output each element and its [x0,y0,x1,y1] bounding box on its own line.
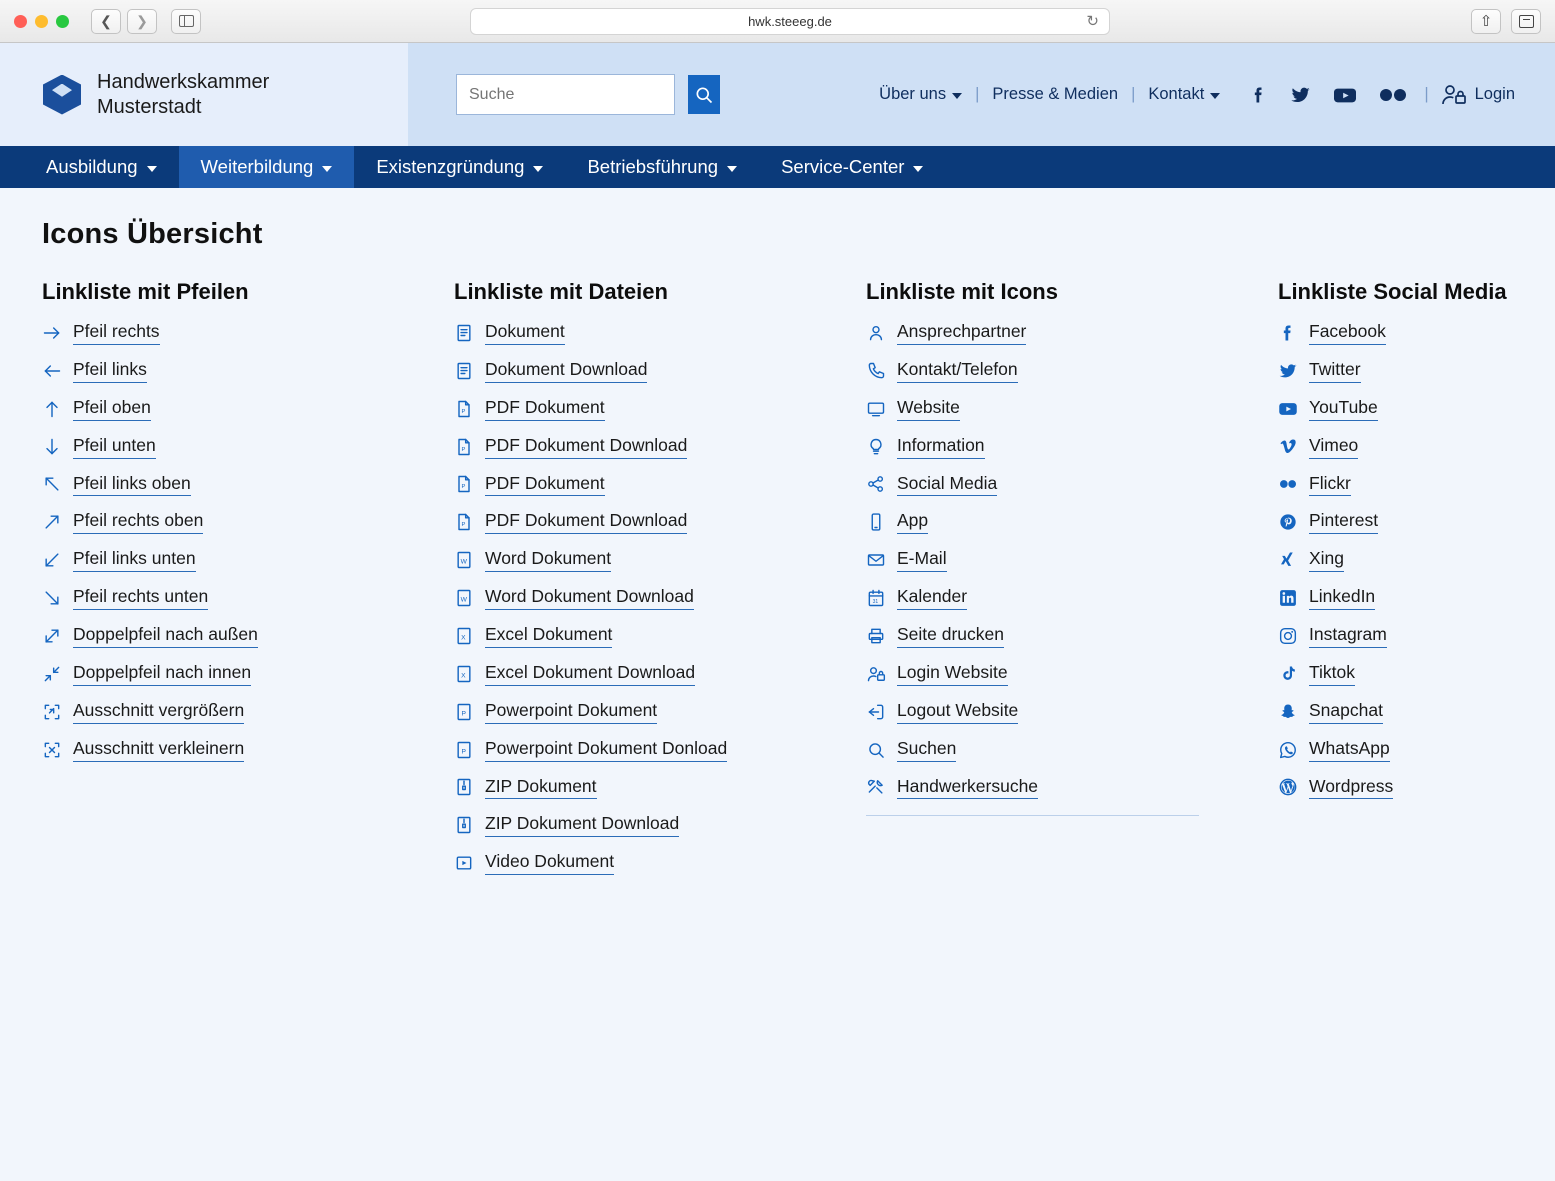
svg-text:W: W [460,596,467,604]
list-item-label[interactable]: ZIP Dokument Download [485,813,679,837]
list-item[interactable] [1278,700,1507,724]
list-item[interactable] [454,397,866,421]
list-item[interactable] [454,776,866,800]
pdf-download-icon [454,512,474,532]
list-item-label[interactable]: Pfeil links [73,359,147,383]
list-item[interactable] [866,738,1278,762]
list-item-label[interactable]: Website [897,397,960,421]
wordpress-icon [1278,777,1298,797]
main-nav [0,146,1555,188]
list-item-label[interactable]: Snapchat [1309,700,1383,724]
column-title: Linkliste mit Dateien [454,279,668,304]
browser-chrome [0,0,1555,43]
list-item-label[interactable]: Information [897,435,985,459]
excel-icon [454,626,474,646]
link-list [42,321,454,762]
window-controls[interactable] [14,15,69,28]
logo-text [97,70,269,119]
list-item-label[interactable]: Pfeil rechts [73,321,160,345]
list-item-label[interactable]: Powerpoint Dokument [485,700,657,724]
address-bar[interactable] [470,8,1110,35]
list-item-label[interactable]: Excel Dokument [485,624,612,648]
list-item-label[interactable]: Powerpoint Dokument Donload [485,738,727,762]
xing-icon [1278,550,1298,570]
list-item-label[interactable]: Ausschnitt vergrößern [73,700,244,724]
user-lock-icon [1441,83,1467,107]
list-item[interactable] [454,624,866,648]
list-item-label[interactable]: PDF Dokument Download [485,435,687,459]
search-input[interactable] [457,75,688,114]
pdf-download-icon [454,437,474,457]
list-item[interactable] [1278,776,1507,800]
arrow-down-icon [42,437,62,457]
page-content [0,188,1555,1181]
login-label: Login [1474,85,1515,103]
sidebar-toggle-button[interactable] [171,9,201,34]
list-item[interactable] [1278,586,1507,610]
zip-icon [454,777,474,797]
svg-text:P: P [461,446,466,453]
youtube-icon [1278,399,1298,419]
logout-icon [866,702,886,722]
list-item[interactable] [454,510,866,534]
main-nav-item-existenzgruendung[interactable] [354,146,565,188]
site-header [0,43,1555,146]
youtube-icon [1332,84,1358,106]
list-item-label[interactable]: App [897,510,928,534]
share-nodes-icon [866,474,886,494]
facebook-icon [1249,84,1269,106]
printer-icon [866,626,886,646]
list-item[interactable] [42,548,454,572]
arrow-down-left-icon [42,550,62,570]
chevron-down-icon [147,166,157,172]
list-item-label[interactable]: Pfeil oben [73,397,151,421]
envelope-icon [866,550,886,570]
svg-text:31: 31 [872,599,879,606]
list-item[interactable] [1278,397,1507,421]
list-item[interactable] [42,359,454,383]
list-item[interactable] [42,473,454,497]
list-item[interactable] [42,586,454,610]
link-list [866,321,1278,799]
list-item[interactable] [42,321,454,345]
main-nav-label: Service-Center [781,156,905,177]
linkedin-icon [1278,588,1298,608]
list-item[interactable] [454,435,866,459]
list-item-label[interactable]: ZIP Dokument [485,776,597,800]
list-item-label[interactable]: Handwerkersuche [897,776,1038,800]
list-item-label[interactable]: Seite drucken [897,624,1004,648]
list-item-label[interactable]: LinkedIn [1309,586,1375,610]
list-item[interactable] [454,321,866,345]
share-icon: ⇧ [1479,13,1493,30]
column-divider [866,815,1199,816]
list-item-label[interactable]: Video Dokument [485,851,614,875]
facebook-link[interactable] [1249,84,1269,106]
chevron-down-icon [322,166,332,172]
tools-icon [866,777,886,797]
list-item[interactable] [866,359,1278,383]
nav-separator: | [975,85,980,103]
list-item[interactable] [1278,473,1507,497]
list-item[interactable] [454,359,866,383]
document-download-icon [454,361,474,381]
list-item-label[interactable]: Doppelpfeil nach außen [73,624,258,648]
header-social-links [1249,84,1408,106]
search-submit-button[interactable] [688,75,720,114]
list-item-label[interactable]: Flickr [1309,473,1351,497]
list-item[interactable] [454,851,866,875]
smartphone-icon [866,512,886,532]
crop-expand-icon [42,702,62,722]
chevron-down-icon [533,166,543,172]
list-item[interactable] [866,776,1278,800]
search-icon [694,85,714,105]
powerpoint-icon [454,702,474,722]
list-item[interactable] [866,548,1278,572]
svg-text:P: P [461,484,466,491]
list-item[interactable] [454,548,866,572]
list-item-label[interactable]: E-Mail [897,548,947,572]
vimeo-icon [1278,437,1298,457]
forward-button[interactable] [127,9,157,34]
calendar-icon [866,588,886,608]
list-item[interactable] [1278,321,1507,345]
list-item[interactable] [42,397,454,421]
chevron-down-icon [727,166,737,172]
list-item-label[interactable]: Twitter [1309,359,1361,383]
list-item[interactable] [866,473,1278,497]
svg-text:W: W [460,558,467,566]
list-item-label[interactable]: Login Website [897,662,1008,686]
list-item-label[interactable]: Kontakt/Telefon [897,359,1018,383]
header-nav [866,83,1515,107]
list-item-label[interactable]: Wordpress [1309,776,1393,800]
minimize-window-button[interactable] [35,15,48,28]
monitor-icon [866,399,886,419]
column-title: Linkliste Social Media [1278,279,1507,304]
list-item[interactable] [866,510,1278,534]
sidebar-icon [179,15,194,27]
word-icon [454,550,474,570]
pdf-icon [454,474,474,494]
list-item[interactable] [454,738,866,762]
list-item-label[interactable]: Logout Website [897,700,1018,724]
list-item-label[interactable]: Ansprechpartner [897,321,1026,345]
list-item-label[interactable]: Pfeil links unten [73,548,196,572]
list-item-label[interactable]: Pfeil rechts unten [73,586,208,610]
url-text: hwk.steeeg.de [748,13,832,29]
list-item[interactable] [866,586,1278,610]
header-nav-item-ueber-uns[interactable] [866,85,975,104]
collapse-icon [42,664,62,684]
list-item[interactable] [454,473,866,497]
list-item[interactable] [1278,510,1507,534]
list-item[interactable] [866,624,1278,648]
zip-download-icon [454,815,474,835]
list-item[interactable] [1278,548,1507,572]
expand-icon [42,626,62,646]
list-item[interactable] [454,813,866,837]
tiktok-icon [1278,664,1298,684]
main-nav-label: Ausbildung [46,156,138,177]
header-nav-item-kontakt[interactable] [1135,85,1233,104]
login-icon [866,664,886,684]
flickr-link[interactable] [1378,88,1408,102]
list-item[interactable] [42,662,454,686]
header-nav-label: Über uns [879,85,947,103]
logo-line-1: Handwerkskammer [97,71,270,94]
list-item[interactable] [866,321,1278,345]
list-item-label[interactable]: Tiktok [1309,662,1355,686]
logo-line-2: Musterstadt [97,95,202,118]
list-item[interactable] [866,435,1278,459]
icon-column [42,279,454,889]
list-item-label[interactable]: WhatsApp [1309,738,1390,762]
arrow-up-right-icon [42,512,62,532]
facebook-icon [1278,323,1298,343]
list-item[interactable] [1278,435,1507,459]
svg-text:P: P [461,747,466,755]
list-item[interactable] [42,435,454,459]
chevron-left-icon: ❮ [100,12,112,29]
phone-icon [866,361,886,381]
flickr-icon [1278,474,1298,494]
icon-columns [42,279,1513,889]
logo-block[interactable] [0,43,408,146]
icon-column [866,279,1278,889]
list-item[interactable] [1278,662,1507,686]
whatsapp-icon [1278,740,1298,760]
info-bulb-icon [866,437,886,457]
svg-text:X: X [461,634,466,642]
nav-separator: | [1131,85,1136,103]
document-icon [454,323,474,343]
hwk-logo-icon [43,75,81,115]
main-nav-label: Betriebsführung [587,156,719,177]
search-icon [866,740,886,760]
person-icon [866,323,886,343]
svg-text:P: P [461,710,466,718]
svg-text:P: P [461,408,466,415]
twitter-link[interactable] [1289,84,1312,106]
list-item[interactable] [1278,359,1507,383]
main-nav-item-ausbildung[interactable] [24,146,179,188]
list-item-label[interactable]: Kalender [897,586,967,610]
snapchat-icon [1278,702,1298,722]
powerpoint-download-icon [454,740,474,760]
list-item-label[interactable]: Doppelpfeil nach innen [73,662,251,686]
column-title: Linkliste mit Pfeilen [42,279,249,304]
list-item-label[interactable]: Dokument Download [485,359,647,383]
list-item-label[interactable]: Word Dokument [485,548,611,572]
link-list [1278,321,1507,799]
chevron-down-icon [913,166,923,172]
list-item-label[interactable]: PDF Dokument [485,473,605,497]
list-item[interactable] [866,397,1278,421]
page-title: Icons Übersicht [42,218,263,250]
arrow-up-left-icon [42,474,62,494]
list-item[interactable] [42,738,454,762]
close-window-button[interactable] [14,15,27,28]
chevron-down-icon [952,93,962,99]
main-nav-item-service-center[interactable] [759,146,945,188]
list-item-label[interactable]: Pinterest [1309,510,1378,534]
list-item-label[interactable]: Xing [1309,548,1344,572]
icon-column [454,279,866,889]
list-item-label[interactable]: Ausschnitt verkleinern [73,738,244,762]
list-item[interactable] [454,700,866,724]
arrow-down-right-icon [42,588,62,608]
list-item-label[interactable]: Suchen [897,738,956,762]
list-item[interactable] [866,700,1278,724]
list-item[interactable] [866,662,1278,686]
instagram-icon [1278,626,1298,646]
twitter-icon [1289,84,1312,106]
chevron-down-icon [1210,93,1220,99]
icon-column [1278,279,1507,889]
arrow-up-icon [42,399,62,419]
svg-text:X: X [461,672,466,680]
list-item-label[interactable]: Vimeo [1309,435,1358,459]
svg-text:P: P [461,522,466,529]
list-item-label[interactable]: Social Media [897,473,997,497]
main-nav-item-betriebsfuehrung[interactable] [565,146,759,188]
main-nav-item-weiterbildung[interactable] [179,146,355,188]
chevron-right-icon: ❯ [136,12,148,29]
list-item-label[interactable]: Word Dokument Download [485,586,694,610]
list-item[interactable] [454,586,866,610]
tabs-overview-button[interactable] [1511,9,1541,34]
crop-shrink-icon [42,740,62,760]
list-item-label[interactable]: Pfeil rechts oben [73,510,203,534]
column-title: Linkliste mit Icons [866,279,1058,304]
word-download-icon [454,588,474,608]
main-nav-label: Existenzgründung [376,156,525,177]
list-item[interactable] [42,510,454,534]
list-item-label[interactable]: Facebook [1309,321,1386,345]
list-item[interactable] [42,700,454,724]
flickr-icon [1378,88,1408,102]
main-nav-label: Weiterbildung [200,156,314,177]
list-item-label[interactable]: Pfeil links oben [73,473,191,497]
list-item-label[interactable]: Pfeil unten [73,435,156,459]
list-item[interactable] [454,662,866,686]
back-button[interactable] [91,9,121,34]
link-list [454,321,866,875]
arrow-left-icon [42,361,62,381]
list-item[interactable] [1278,624,1507,648]
maximize-window-button[interactable] [56,15,69,28]
list-item-label[interactable]: Dokument [485,321,565,345]
search-box[interactable] [456,74,675,115]
list-item-label[interactable]: PDF Dokument [485,397,605,421]
video-icon [454,853,474,873]
list-item-label[interactable]: Instagram [1309,624,1387,648]
header-nav-label: Presse & Medien [992,85,1119,103]
list-item-label[interactable]: YouTube [1309,397,1378,421]
header-nav-label: Kontakt [1148,85,1205,103]
tabs-icon [1519,15,1534,28]
list-item[interactable] [1278,738,1507,762]
list-item-label[interactable]: Excel Dokument Download [485,662,695,686]
login-link[interactable] [1441,83,1515,107]
pdf-icon [454,399,474,419]
share-button[interactable] [1471,9,1501,34]
list-item-label[interactable]: PDF Dokument Download [485,510,687,534]
list-item[interactable] [42,624,454,648]
twitter-icon [1278,361,1298,381]
excel-download-icon [454,664,474,684]
nav-separator: | [1424,85,1429,103]
reload-icon[interactable]: ↻ [1086,13,1099,30]
youtube-link[interactable] [1332,84,1358,106]
header-nav-item-presse-medien[interactable] [979,85,1131,104]
pinterest-icon [1278,512,1298,532]
arrow-right-icon [42,323,62,343]
